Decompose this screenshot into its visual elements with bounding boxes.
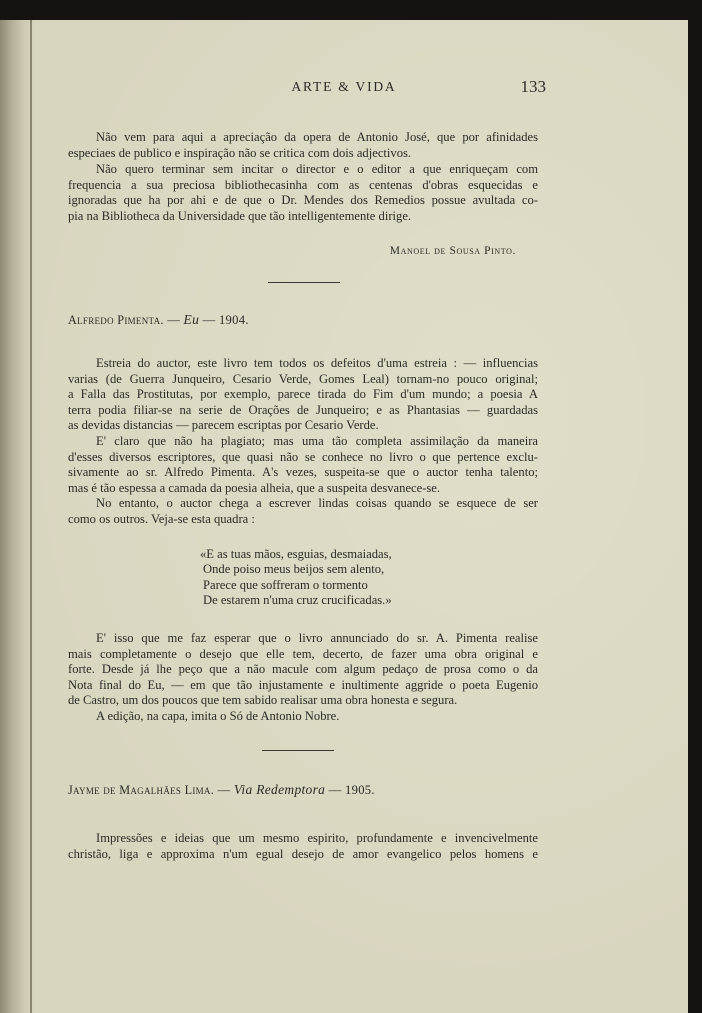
review-author: Jayme de Magalhães Lima. <box>68 783 215 797</box>
verse-line: «E as tuas mãos, esguias, desmaiadas, <box>200 547 392 561</box>
review-paragraph <box>68 496 538 527</box>
book-page <box>0 20 688 1013</box>
text-line: E' isso que me faz esperar que o livro annunciado do sr. A. Pimenta realise <box>96 631 538 645</box>
text-line: Impressões e ideias que um mesmo espirito, profundamente e invencivelmente <box>96 831 538 845</box>
section-divider <box>262 750 334 751</box>
text-line: sivamente ao sr. Alfredo Pimenta. A's vezes, suspeita-se que o auctor tenha talento; <box>68 465 538 480</box>
text-line: frequencia a sua preciosa bibliothecasinha com as centenas d'obras esquecidas e <box>68 177 538 192</box>
closing-paragraph-2 <box>68 162 538 224</box>
review-year: 1904. <box>218 313 249 327</box>
review-paragraph <box>68 434 538 496</box>
text-line: de Castro, um dos poucos que tem sabido realisar uma obra honesta e segura. <box>68 693 458 708</box>
quoted-verse <box>200 547 392 609</box>
signature: Manoel de Sousa Pinto. <box>389 245 516 257</box>
closing-paragraph <box>68 130 538 161</box>
review-year: 1905. <box>345 783 375 797</box>
text-line: E' claro que não ha plagiato; mas uma tão completa assimilação da maneira <box>96 434 538 448</box>
review-title: Via Redemptora <box>233 782 326 797</box>
text-line: d'esses diversos escriptores, que quasi não se conhece no livro o que pertence exclu- <box>68 449 538 464</box>
text-line: varias (de Guerra Junqueiro, Cesario Verde, Gomes Leal) tornam-no pouco original; <box>68 371 538 386</box>
review-paragraph <box>68 631 538 709</box>
running-title: ARTE & VIDA <box>291 79 397 94</box>
text-line: mais completamente o desejo que elle tem, decerto, de fazer uma obra original e <box>68 646 538 661</box>
text-line: ignoradas que ha por ahi e de que o Dr. Mendes dos Remedios possue avultada co- <box>68 193 538 208</box>
review-paragraph <box>68 709 538 725</box>
review-heading: Jayme de Magalhães Lima. — Via Redemptora — 1905. <box>68 782 375 797</box>
text-line: especiaes de publico e inspiração não se critica com dois adjectivos. <box>68 145 412 160</box>
text-line: como os outros. Veja-se esta quadra : <box>68 511 255 526</box>
verse-line: Onde poiso meus beijos sem alento, <box>203 562 385 577</box>
text-line: A edição, na capa, imita o Só de Antonio Nobre. <box>96 709 340 723</box>
review-title: Eu <box>183 312 200 327</box>
text-line: No entanto, o auctor chega a escrever lindas coisas quando se esquece de ser <box>96 496 538 510</box>
review-paragraph <box>68 356 538 434</box>
review-heading: Alfredo Pimenta. — Eu — 1904. <box>68 312 249 327</box>
review-author: Alfredo Pimenta. <box>68 313 164 327</box>
text-line: christão, liga e approxima n'um egual desejo de amor evangelico pelos homens e <box>68 846 538 861</box>
text-line: Nota final do Eu, — em que tão injustamente e inultimente aggride o poeta Eugenio <box>68 677 538 692</box>
verse-line: De estarem n'uma cruz crucificadas.» <box>203 593 392 608</box>
text-line: terra podia filiar-se na serie de Orações de Junqueiro; e as Phantasias — guardadas <box>68 402 538 417</box>
page-number: 133 <box>520 77 546 96</box>
review-paragraph <box>68 831 538 862</box>
text-line: Não vem para aqui a apreciação da opera de Antonio José, que por afinidades <box>96 130 538 144</box>
text-line: pia na Bibliotheca da Universidade que tão intelligentemente dirige. <box>68 208 412 223</box>
text-line: mas é tão espessa a camada da poesia alheia, que a suspeita desvanece-se. <box>68 480 441 495</box>
text-line: as devidas distancias — parecem escriptas por Cesario Verde. <box>68 418 379 433</box>
text-line: Não quero terminar sem incitar o director e o editor a que enriqueçam com <box>96 162 538 176</box>
section-divider <box>268 282 340 283</box>
text-line: a Falla das Prostitutas, por exemplo, parece tirada do Fim d'um mundo; a poesia A <box>68 387 538 402</box>
text-line: Estreia do auctor, este livro tem todos os defeitos d'uma estreia : — influencias <box>96 356 538 370</box>
text-line: forte. Desde já lhe peço que a não macule com algum pedaço de prosa como o da <box>68 662 538 677</box>
verse-line: Parece que soffreram o tormento <box>203 577 368 592</box>
binding-edge <box>30 20 32 1013</box>
